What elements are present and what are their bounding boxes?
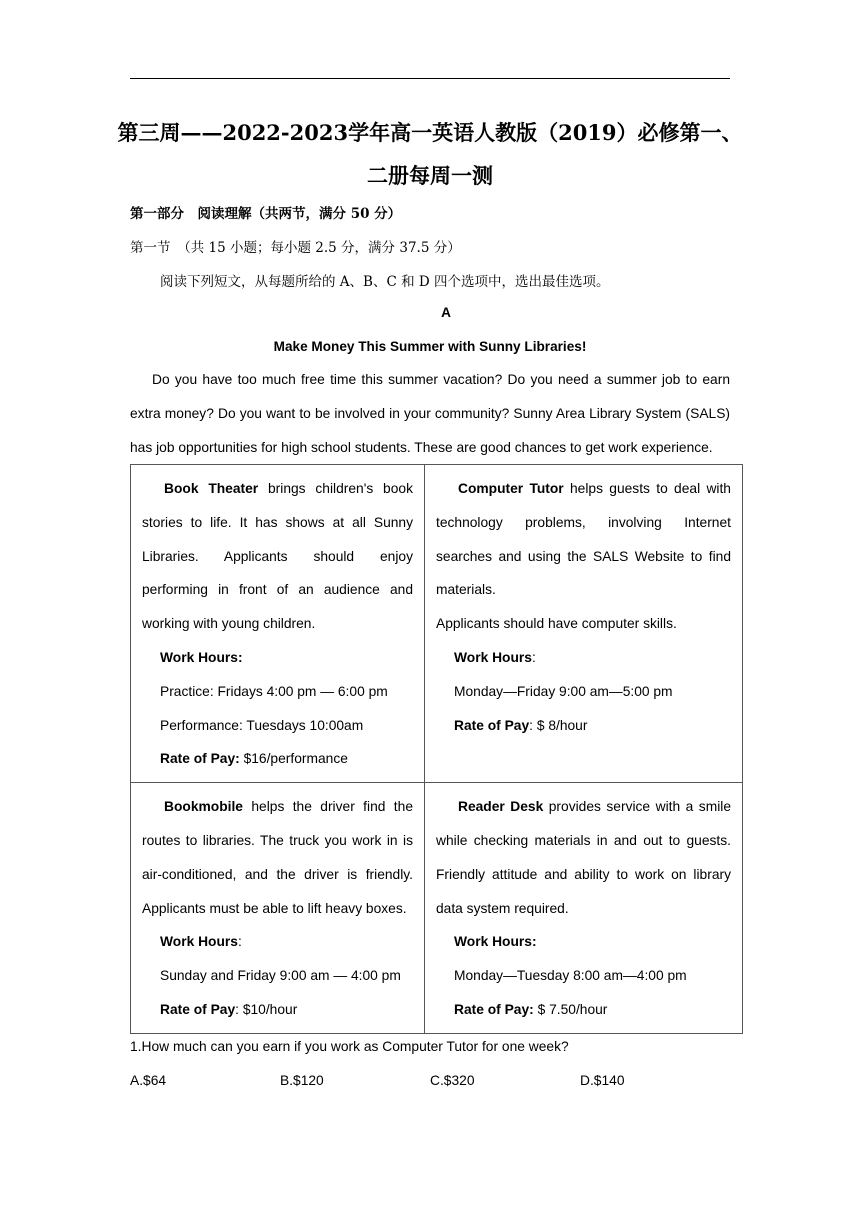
table-row (131, 465, 743, 783)
job-desc-text: brings children's book stories to life. It has shows at all Sunny Libraries. Applicants should enjoy performing in front of an audience and working with young children. (142, 481, 413, 632)
work-hours-line: Performance: Tuesdays 10:00am (160, 717, 364, 733)
passage-letter: A (441, 305, 451, 320)
rate-of-pay: Rate of Pay: $ 8/hour (454, 717, 588, 733)
work-hours-label: Work Hours: (160, 649, 243, 665)
table-row (131, 783, 743, 1034)
work-hours-line: Monday—Tuesday 8:00 am—4:00 pm (454, 968, 687, 984)
question-stem: 1.How much can you earn if you work as Computer Tutor for one week? (130, 1039, 569, 1054)
option-a[interactable]: A.$64 (130, 1073, 167, 1088)
document-title-line-2: 二册每周一测 (367, 163, 493, 188)
job-description (142, 472, 413, 641)
rate-of-pay: Rate of Pay: $10/hour (160, 1001, 298, 1017)
passage-intro (130, 363, 730, 465)
work-hours-line: Practice: Fridays 4:00 pm — 6:00 pm (160, 683, 388, 699)
job-requirement: Applicants should have computer skills. (436, 616, 677, 632)
work-hours-label: Work Hours: (160, 934, 242, 950)
work-hours-line: Sunday and Friday 9:00 am — 4:00 pm (160, 968, 401, 984)
header-rule (130, 78, 730, 79)
job-name: Computer Tutor (458, 481, 564, 496)
passage-intro-text: Do you have too much free time this summer vacation? Do you need a summer job to earn extra money? Do you want to be involved in your community? Sunny Area Library System (SALS) has job opportunities for high school students. These are good chances to get work experience. (130, 372, 730, 455)
rate-of-pay: Rate of Pay: $ 7.50/hour (454, 1001, 608, 1017)
option-d[interactable]: D.$140 (580, 1073, 625, 1088)
job-name: Book Theater (164, 481, 259, 496)
job-desc-text: helps guests to deal with technology problems, involving Internet searches and using the SALS Website to find materials. (436, 481, 731, 598)
instruction-text: 阅读下列短文，从每题所给的 A、B、C 和 D 四个选项中，选出最佳选项。 (160, 274, 610, 290)
job-cell-bookmobile (131, 783, 425, 1034)
option-c[interactable]: C.$320 (430, 1073, 475, 1088)
job-description (436, 472, 731, 607)
job-cell-reader-desk (425, 783, 743, 1034)
work-hours-label: Work Hours: (454, 649, 536, 665)
job-desc-text: provides service with a smile while checking materials in and out to guests. Friendly attitude and ability to work on library data system required. (436, 799, 731, 916)
job-description (142, 790, 413, 925)
job-cell-book-theater (131, 465, 425, 783)
part-heading: 第一部分 阅读理解（共两节，满分 50 分） (130, 206, 402, 222)
job-cell-computer-tutor (425, 465, 743, 783)
work-hours-label: Work Hours: (454, 934, 537, 950)
job-desc-text: helps the driver find the routes to libraries. The truck you work in is air-conditioned, and the driver is friendly. Applicants must be able to lift heavy boxes. (142, 799, 413, 916)
passage-title: Make Money This Summer with Sunny Libraries! (273, 339, 587, 354)
section-heading: 第一节 （共 15 小题；每小题 2.5 分，满分 37.5 分） (130, 240, 461, 256)
option-b[interactable]: B.$120 (280, 1073, 324, 1088)
work-hours-line: Monday—Friday 9:00 am—5:00 pm (454, 683, 673, 699)
jobs-table (130, 464, 743, 1034)
rate-of-pay: Rate of Pay: $16/performance (160, 751, 348, 767)
document-title-line-1: 第三周——2022-2023学年高一英语人教版（2019）必修第一、 (117, 120, 743, 145)
job-description (436, 790, 731, 925)
job-name: Reader Desk (458, 799, 544, 815)
job-name: Bookmobile (164, 799, 243, 815)
